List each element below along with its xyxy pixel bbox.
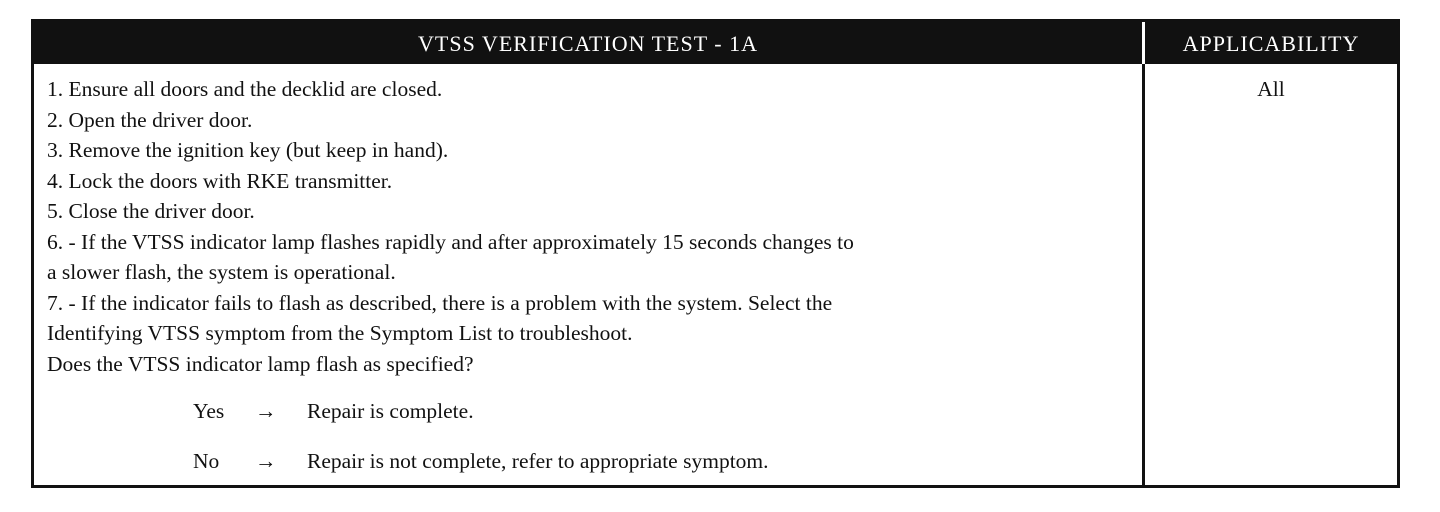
column-divider	[1142, 64, 1145, 485]
table-header	[34, 22, 1397, 64]
applicability-cell	[1145, 74, 1397, 104]
step-line: a slower flash, the system is operational.	[47, 260, 396, 284]
answer-yes-text: Repair is complete.	[307, 399, 474, 423]
step-line: Identifying VTSS symptom from the Symptom List to troubleshoot.	[47, 321, 633, 345]
right-arrow-icon: →	[255, 449, 277, 473]
step-line: 6. - If the VTSS indicator lamp flashes rapidly and after approximately 15 seconds changes to	[47, 229, 854, 254]
step-line: 3. Remove the ignition key (but keep in hand).	[47, 138, 449, 162]
step-line: 1. Ensure all doors and the decklid are closed.	[47, 77, 443, 101]
applicability-heading: APPLICABILITY	[1182, 31, 1360, 56]
right-arrow-icon: →	[255, 399, 277, 423]
applicability-value: All	[1257, 77, 1285, 101]
step-line: 4. Lock the doors with RKE transmitter.	[47, 168, 393, 193]
answer-yes-label: Yes	[193, 399, 225, 423]
answer-no-text: Repair is not complete, refer to appropriate symptom.	[307, 449, 769, 473]
step-line: 2. Open the driver door.	[47, 107, 253, 132]
test-title: VTSS VERIFICATION TEST - 1A	[418, 31, 758, 56]
question-line: Does the VTSS indicator lamp flash as specified?	[47, 351, 474, 376]
step-line: 5. Close the driver door.	[47, 199, 255, 223]
step-line: 7. - If the indicator fails to flash as described, there is a problem with the system. Select the	[47, 290, 833, 315]
test-procedure	[47, 74, 1139, 473]
test-table	[31, 19, 1400, 488]
answer-no-label: No	[193, 449, 220, 473]
